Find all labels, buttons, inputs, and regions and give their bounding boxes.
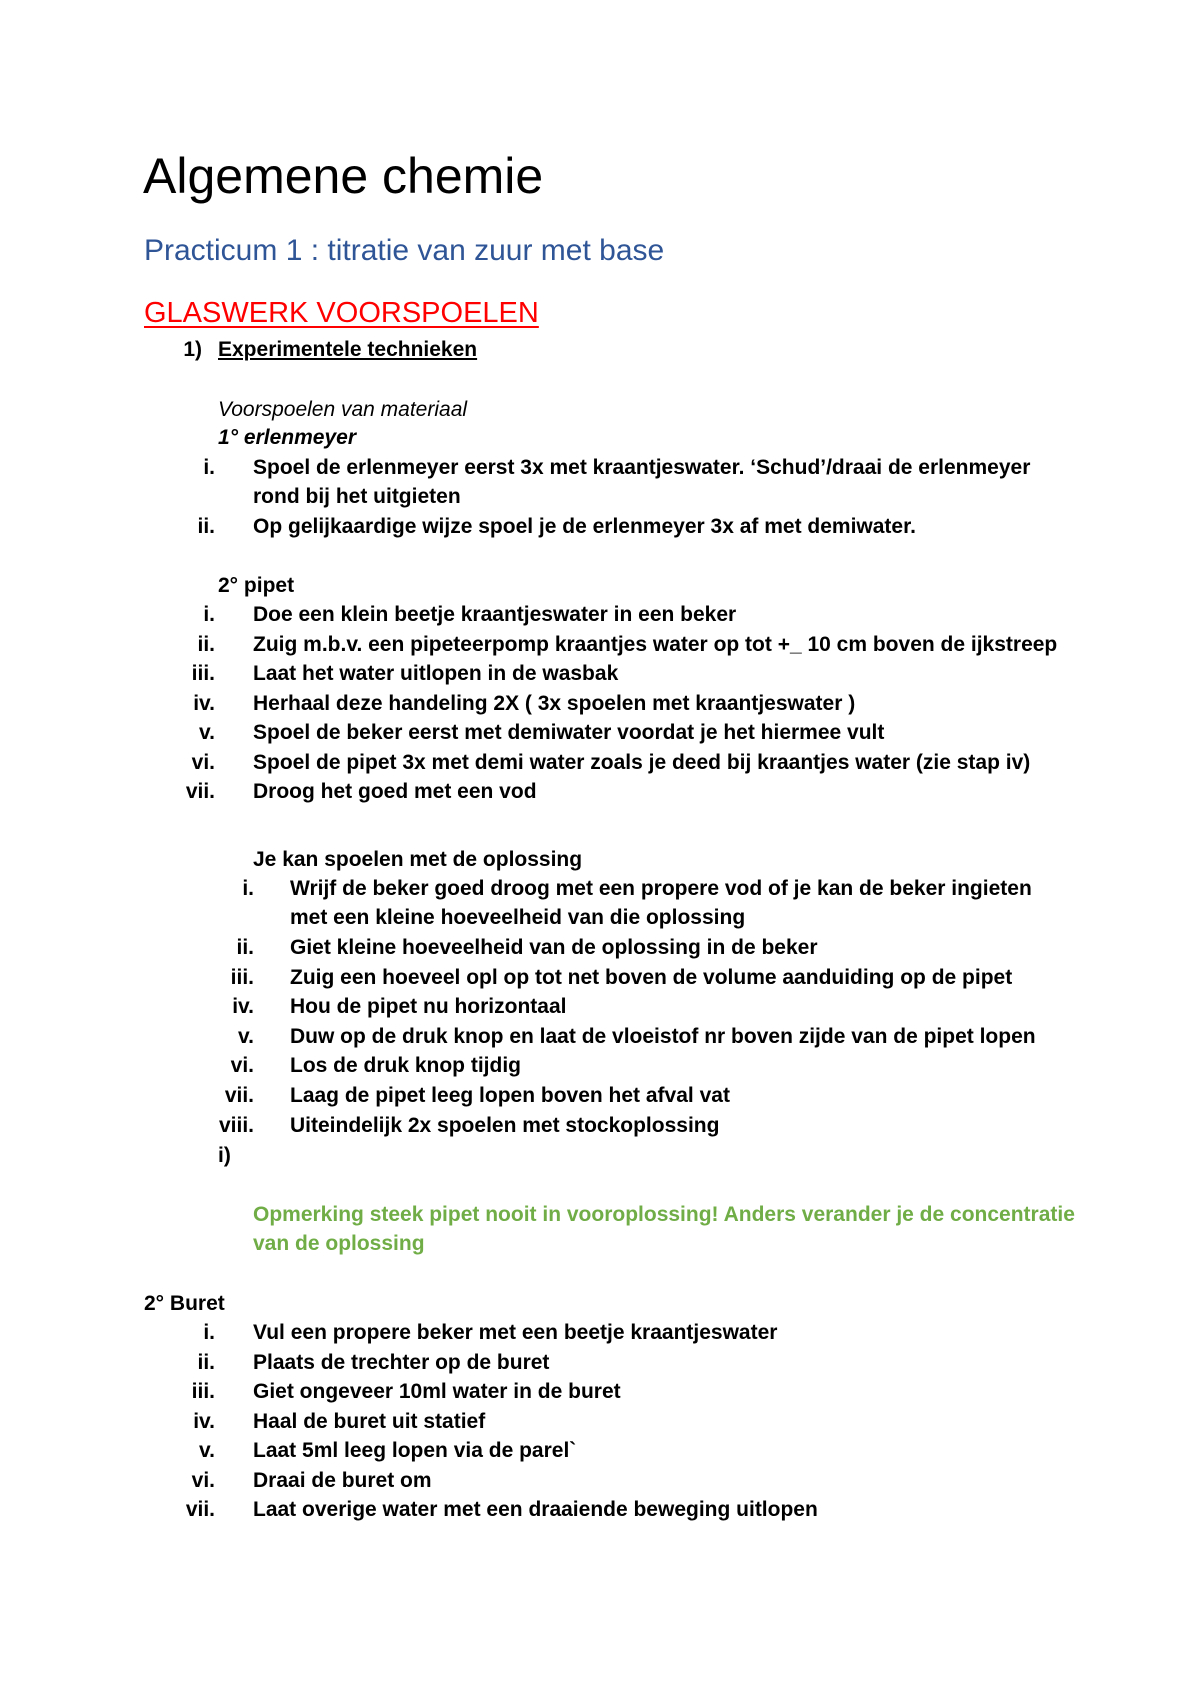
- document-subtitle: Practicum 1 : titratie van zuur met base: [144, 234, 665, 267]
- list-item-text: Doe een klein beetje kraantjeswater in een beker: [253, 603, 737, 626]
- erlenmeyer-heading: 1° erlenmeyer: [218, 426, 356, 449]
- list-item-text: Droog het goed met een vod: [253, 780, 537, 803]
- voorspoelen-label: Voorspoelen van materiaal: [218, 398, 468, 421]
- list-item-text: Op gelijkaardige wijze spoel je de erlenmeyer 3x af met demiwater.: [253, 515, 916, 538]
- list-item-text: Giet kleine hoeveelheid van de oplossing in de beker: [290, 936, 818, 959]
- remark-text: Opmerking steek pipet nooit in vooroplossing! Anders verander je de concentratie: [253, 1203, 1075, 1226]
- list-item-text: Spoel de pipet 3x met demi water zoals je deed bij kraantjes water (zie stap iv): [253, 750, 1031, 774]
- list-marker: iii.: [191, 1380, 215, 1403]
- list-item-text-continued: met een kleine hoeveelheid van die oplossing: [290, 906, 746, 929]
- list-marker: i.: [203, 1321, 215, 1344]
- list-marker: vi.: [191, 1468, 215, 1492]
- buret-heading: 2° Buret: [144, 1292, 225, 1315]
- list-marker: 1): [183, 338, 202, 361]
- list-marker: iii.: [191, 662, 215, 685]
- list-marker: vi.: [230, 1054, 254, 1078]
- list-marker: ii.: [236, 936, 254, 959]
- list-marker: i.: [242, 877, 254, 900]
- list-item-text: Laat 5ml leeg lopen via de parel`: [253, 1439, 577, 1462]
- list-marker: vi.: [191, 750, 215, 774]
- list-marker: iv.: [193, 1409, 215, 1433]
- list-marker: ii.: [197, 1350, 215, 1374]
- list-marker: i.: [203, 603, 215, 626]
- list-item-text: Uiteindelijk 2x spoelen met stockoplossing: [290, 1113, 720, 1137]
- remark-text-continued: van de oplossing: [253, 1232, 425, 1255]
- list-item-text: Spoel de beker eerst met demiwater voordat je het hiermee vult: [253, 721, 885, 744]
- list-marker: iii.: [230, 965, 254, 989]
- list-heading-experimentele-technieken: Experimentele technieken: [218, 338, 478, 361]
- section-heading-glaswerk: GLASWERK VOORSPOELEN: [144, 297, 539, 329]
- list-item-text: Vul een propere beker met een beetje kraantjeswater: [253, 1321, 778, 1344]
- list-item-text: Giet ongeveer 10ml water in de buret: [253, 1380, 621, 1403]
- list-marker: v.: [199, 1439, 215, 1462]
- oplossing-heading: Je kan spoelen met de oplossing: [253, 848, 583, 871]
- list-marker: ii.: [197, 632, 215, 656]
- list-marker: vii.: [224, 1084, 254, 1107]
- list-marker: ii.: [197, 515, 215, 538]
- list-item-text: Laat overige water met een draaiende beweging uitlopen: [253, 1498, 818, 1521]
- list-marker: v.: [238, 1024, 254, 1048]
- list-item-text: Duw op de druk knop en laat de vloeistof nr boven zijde van de pipet lopen: [290, 1024, 1036, 1048]
- list-item-text: Los de druk knop tijdig: [290, 1054, 521, 1078]
- list-marker: vii.: [185, 1498, 215, 1521]
- list-item-text: Hou de pipet nu horizontaal: [290, 995, 567, 1019]
- list-item-text: Zuig een hoeveel opl op tot net boven de volume aanduiding op de pipet: [290, 965, 1013, 989]
- list-item-text: Wrijf de beker goed droog met een propere vod of je kan de beker ingieten: [290, 877, 1032, 900]
- list-marker: iv.: [232, 995, 254, 1019]
- document-title: Algemene chemie: [143, 148, 544, 204]
- list-item-text-continued: rond bij het uitgieten: [253, 485, 461, 508]
- list-item-text: Laag de pipet leeg lopen boven het afval vat: [290, 1084, 730, 1107]
- list-item-text: Herhaal deze handeling 2X ( 3x spoelen met kraantjeswater ): [253, 691, 856, 715]
- list-item-text: Draai de buret om: [253, 1468, 432, 1492]
- trailing-list-marker: i): [218, 1144, 231, 1167]
- list-marker: v.: [199, 721, 215, 744]
- pipet-heading: 2° pipet: [218, 574, 295, 597]
- list-item-text: Zuig m.b.v. een pipeteerpomp kraantjes water op tot +_ 10 cm boven de ijkstreep: [253, 632, 1058, 656]
- list-item-text: Laat het water uitlopen in de wasbak: [253, 662, 619, 685]
- list-marker: vii.: [185, 780, 215, 803]
- list-item-text: Spoel de erlenmeyer eerst 3x met kraantjeswater. ‘Schud’/draai de erlenmeyer: [253, 456, 1031, 479]
- list-item-text: Haal de buret uit statief: [253, 1409, 486, 1433]
- list-marker: viii.: [218, 1113, 254, 1137]
- list-item-text: Plaats de trechter op de buret: [253, 1350, 550, 1374]
- list-marker: iv.: [193, 691, 215, 715]
- list-marker: i.: [203, 456, 215, 479]
